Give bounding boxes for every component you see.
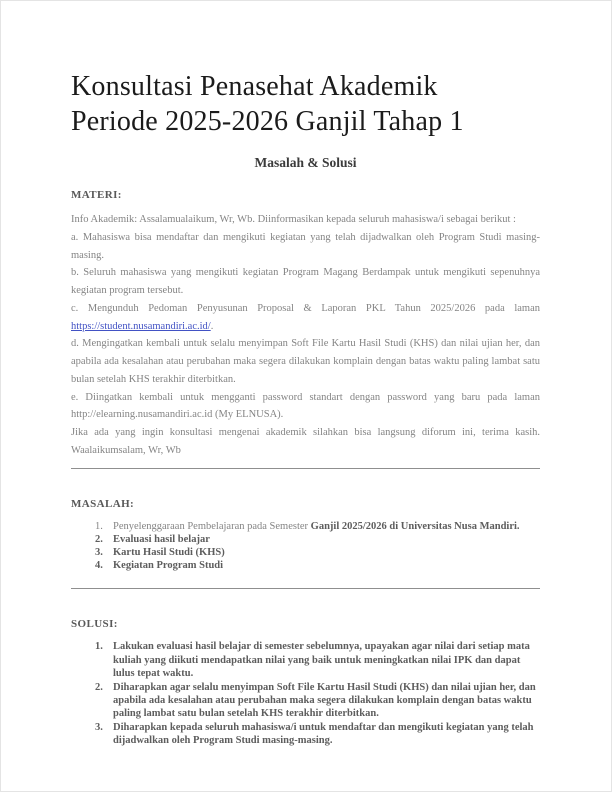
materi-point-b: b. Seluruh mahasiswa yang mengikuti kegiatan Program Magang Berdampak untuk mengikuti sepenuhnya kegiatan program tersebut. <box>71 267 540 296</box>
materi-point-c-period: . <box>210 320 214 332</box>
masalah-item-1-normal-text: Penyelenggaraan Pembelajaran pada Semester <box>113 520 311 532</box>
solusi-heading: SOLUSI: <box>71 618 118 631</box>
materi-point-c-text: c. Mengunduh Pedoman Penyusunan Proposal & Laporan PKL Tahun 2025/2026 pada laman <box>71 302 540 314</box>
materi-heading: MATERI: <box>71 189 122 201</box>
masalah-item-4: Kegiatan Program Studi <box>113 560 224 572</box>
document-title <box>71 69 540 139</box>
masalah-item-3: Kartu Hasil Studi (KHS) <box>113 546 225 558</box>
materi-intro: Info Akademik: Assalamualaikum, Wr, Wb. Diinformasikan kepada seluruh mahasiswa/i sebagai berikut : <box>71 214 516 225</box>
materi-point-e: e. Diingatkan kembali untuk mengganti password standart dengan password yang baru pada laman http://elearning.nusamandiri.ac.id (My ELNUSA). <box>71 391 540 421</box>
masalah-item-2: Evaluasi hasil belajar <box>113 533 210 545</box>
materi-point-c <box>71 300 540 336</box>
solusi-item-3: Diharapkan kepada seluruh mahasiswa/i untuk mendaftar dan mengikuti kegiatan yang telah dijadwalkan oleh Program Studi masing-masing. <box>113 721 534 747</box>
section-divider-1 <box>71 468 540 469</box>
masalah-item-1-bold-text: Ganjil 2025/2026 di Universitas Nusa Mandiri. <box>310 520 520 532</box>
materi-section <box>71 188 540 460</box>
solusi-section <box>71 617 540 747</box>
title-line-2: Periode 2025-2026 Ganjil Tahap 1 <box>71 106 464 137</box>
title-line-1: Konsultasi Penasehat Akademik <box>71 71 438 102</box>
materi-point-d: d. Mengingatkan kembali untuk selalu menyimpan Soft File Kartu Hasil Studi (KHS) dan nilai ujian her, dan apabila ada kesalahan atau perubahan maka segera dilakukan komplain dengan batas waktu paling lambat satu bulan setelah KHS terakhir diterbitkan. <box>71 338 540 385</box>
student-portal-link[interactable]: https://student.nusamandiri.ac.id/ <box>71 320 211 332</box>
masalah-item-1 <box>95 520 540 533</box>
section-divider-2 <box>71 588 540 589</box>
solusi-item-2: Diharapkan agar selalu menyimpan Soft File Kartu Hasil Studi (KHS) dan nilai ujian her, dan apabila ada kesalahan atau perubahan maka segera dilakukan komplain dengan batas waktu paling lambat satu bulan setelah KHS terakhir diterbitkan. <box>113 681 536 720</box>
solusi-list <box>71 640 540 747</box>
solusi-item-1: Lakukan evaluasi hasil belajar di semester sebelumnya, upayakan agar nilai dari setiap mata kuliah yang diikuti mendapatkan nilai yang baik untuk meningkatkan nilai IPK dan dapat lulus tepat waktu. <box>113 641 530 680</box>
masalah-section <box>71 497 540 573</box>
materi-point-a: a. Mahasiswa bisa mendaftar dan mengikuti kegiatan yang telah dijadwalkan oleh Program Studi masing-masing. <box>71 231 540 261</box>
masalah-list <box>71 520 540 573</box>
materi-closing: Jika ada yang ingin konsultasi mengenai akademik silahkan bisa langsung diforum ini, terima kasih. Waalaikumsalam, Wr, Wb <box>71 427 540 456</box>
document-subtitle: Masalah & Solusi <box>254 155 357 170</box>
masalah-heading: MASALAH: <box>71 497 135 510</box>
